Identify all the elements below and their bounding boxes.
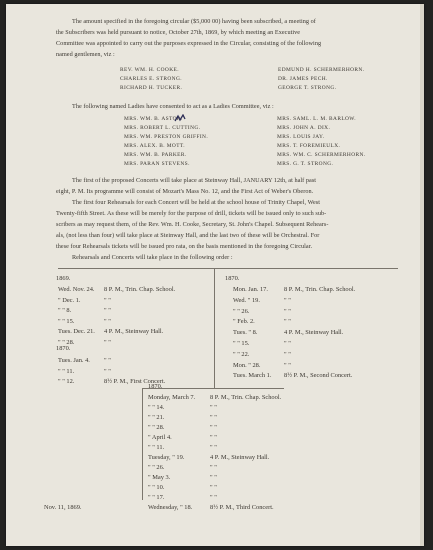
concerts-line: The first four Rehearsals for each Concert will be held at the school house of Trinity Chapel, West — [72, 199, 320, 206]
schedule-event: " " — [104, 338, 111, 346]
divider — [142, 388, 284, 389]
schedule-event: " " — [284, 361, 291, 369]
concerts-line: als, (not less than four) will take place at Steinway Hall, and the last two of these will be Orchestral. For — [56, 232, 320, 239]
schedule-event: 4 P. M., Steinway Hall. — [104, 328, 164, 335]
lady-name: MRS. ALEX. B. MOTT. — [124, 143, 185, 149]
schedule-date: Wed. Nov. 24. — [58, 286, 95, 293]
concerts-line: The first of the proposed Concerts will take place at Steinway Hall, JANUARY 12th, at half past — [72, 177, 317, 184]
schedule-event: 4 P. M., Steinway Hall. — [284, 329, 344, 337]
intro-line-3: Committee was appointed to carry out the purposes expressed in the Circular, consisting of the following — [56, 40, 322, 47]
ladies-intro: The following named Ladies have consented to act as a Ladies Committee, viz : — [72, 103, 274, 110]
schedule-event: " " — [104, 317, 111, 325]
schedule-event: " " — [284, 307, 291, 315]
schedule-date: " " 21. — [148, 414, 165, 421]
schedule-date: Wed. " 19. — [233, 296, 260, 304]
lady-name: MRS. T. FOREMIEULX. — [277, 143, 341, 149]
intro-line-1: The amount specified in the foregoing circular ($5,000 00) having been subscribed, a meeting of — [72, 18, 316, 25]
schedule-event: " " — [210, 464, 217, 471]
schedule-event: 8 P. M., Trin. Chap. School. — [104, 286, 176, 293]
column-divider — [142, 388, 143, 500]
schedule-date: Tues. Dec. 21. — [58, 328, 95, 335]
intro-line-2: the Subscribers was held pursuant to notice, October 27th, 1869, by which meeting an Executive — [56, 29, 301, 36]
schedule-date: " April 4. — [148, 434, 172, 441]
schedule-event: 4 P. M., Steinway Hall. — [210, 454, 270, 461]
schedule-event: 8½ P. M., First Concert. — [104, 378, 166, 385]
lady-name: MRS. WM. C. SCHERMERHORN. — [277, 152, 366, 158]
schedule-event: " " — [210, 474, 217, 481]
schedule-date: " " 28. — [148, 424, 165, 431]
schedule-date: Mon. " 28. — [233, 361, 261, 369]
concerts-line: Twenty-fifth Street. As these will be merely for the purpose of drill, tickets will be issued only to such sub- — [56, 210, 327, 217]
schedule-date: " " 12. — [58, 378, 75, 385]
schedule-year: 1870. — [225, 275, 240, 282]
date-line: Nov. 11, 1869. — [44, 504, 82, 511]
schedule-event: 8½ P. M., Third Concert. — [210, 504, 274, 511]
lady-name: MRS. SAML. L. M. BARLOW. — [277, 116, 357, 122]
schedule-event: " " — [210, 424, 217, 431]
schedule-date: " " 14. — [148, 404, 165, 411]
schedule-event: " " — [210, 414, 217, 421]
concerts-line: these four Rehearsals tickets will be issued pro rata, on the basis mentioned in the foregoing Circular. — [56, 243, 313, 250]
schedule-event: " " — [104, 307, 111, 314]
schedule-date: " Feb. 2. — [233, 318, 255, 326]
schedule-date: " Dec. 1. — [58, 296, 81, 304]
schedule-date: " " 11. — [58, 367, 75, 375]
schedule-date: " " 22. — [233, 350, 250, 358]
schedule-date: " " 8. — [58, 307, 72, 314]
schedule-event: " " — [104, 296, 111, 304]
schedule-event: " " — [284, 318, 291, 326]
schedule-year: 1869. — [56, 275, 71, 282]
schedule-event: 8½ P. M., Second Concert. — [284, 372, 353, 380]
schedule-event: " " — [284, 340, 291, 347]
schedule-event: " " — [104, 357, 111, 364]
lady-name: MRS. WM. B. PARKER. — [124, 152, 187, 158]
lady-name: MRS. WM. PRESTON GRIFFIN. — [124, 134, 209, 140]
schedule-date: " " 15. — [233, 340, 250, 347]
ink-mark — [174, 114, 186, 123]
gentleman-name: REV. WM. H. COOKE. — [120, 67, 179, 73]
schedule-date: Tuesday, " 19. — [148, 454, 185, 461]
divider — [58, 268, 398, 269]
column-divider — [214, 268, 215, 388]
lady-name: MRS. WM. B. ASTOR. — [124, 116, 183, 122]
schedule-year: 1870. — [56, 345, 71, 352]
gentleman-name: RICHARD H. TUCKER. — [120, 85, 183, 91]
lady-name: MRS. G. T. STRONG. — [277, 161, 334, 167]
concerts-line: scribers as may request them, of the Rev. Wm. H. Cooke, Secretary, St. John's Chapel. Subsequent Rehears- — [56, 221, 329, 228]
gentleman-name: CHARLES E. STRONG. — [120, 76, 183, 82]
schedule-date: " " 15. — [58, 317, 75, 325]
schedule-date: Tues. Jan. 4. — [58, 357, 90, 364]
gentleman-name: EDMUND H. SCHERMERHORN. — [278, 67, 365, 73]
lady-name: MRS. PARAN STEVENS. — [124, 161, 190, 167]
schedule-event: " " — [210, 434, 217, 441]
gentleman-name: GEORGE T. STRONG. — [278, 85, 337, 91]
schedule-date: " May 3. — [148, 474, 171, 481]
schedule-date: Tues. March 1. — [233, 372, 272, 380]
schedule-year: 1870. — [148, 383, 163, 390]
schedule-date: Tues. " 8. — [233, 329, 258, 337]
schedule-event: 8 P. M., Trin. Chap. School. — [210, 394, 282, 401]
lady-name: MRS. LOUIS JAY. — [277, 134, 325, 140]
schedule-date: Wednesday, " 18. — [148, 504, 193, 511]
schedule-event: " " — [210, 444, 217, 451]
schedule-event: " " — [210, 404, 217, 411]
concerts-line: Rehearsals and Concerts will take place in the following order : — [72, 254, 233, 261]
schedule-date: Mon. Jan. 17. — [233, 286, 268, 293]
page-edge — [420, 4, 424, 546]
schedule-event: " " — [284, 350, 291, 358]
schedule-date: " " 28. — [58, 338, 75, 346]
schedule-event: " " — [284, 296, 291, 304]
schedule-event: " " — [210, 494, 217, 501]
schedule-event: " " — [104, 367, 111, 375]
schedule-event: 8 P. M., Trin. Chap. School. — [284, 286, 356, 293]
schedule-date: " " 26. — [148, 464, 165, 471]
intro-line-4: named gentlemen, viz : — [56, 51, 115, 58]
schedule-date: Monday, March 7. — [148, 394, 196, 401]
schedule-date: " " 17. — [148, 494, 165, 501]
schedule-date: " " 10. — [148, 484, 165, 491]
schedule-date: " " 11. — [148, 444, 165, 451]
gentleman-name: DR. JAMES PECH. — [278, 76, 328, 82]
lady-name: MRS. ROBERT L. CUTTING. — [124, 125, 201, 131]
schedule-event: " " — [210, 484, 217, 491]
concerts-line: eight, P. M. Its programme will consist of Mozart's Mass No. 12, and the First Act of Weber's Oberon. — [56, 188, 314, 195]
lady-name: MRS. JOHN A. DIX. — [277, 125, 331, 131]
schedule-date: " " 26. — [233, 307, 250, 315]
